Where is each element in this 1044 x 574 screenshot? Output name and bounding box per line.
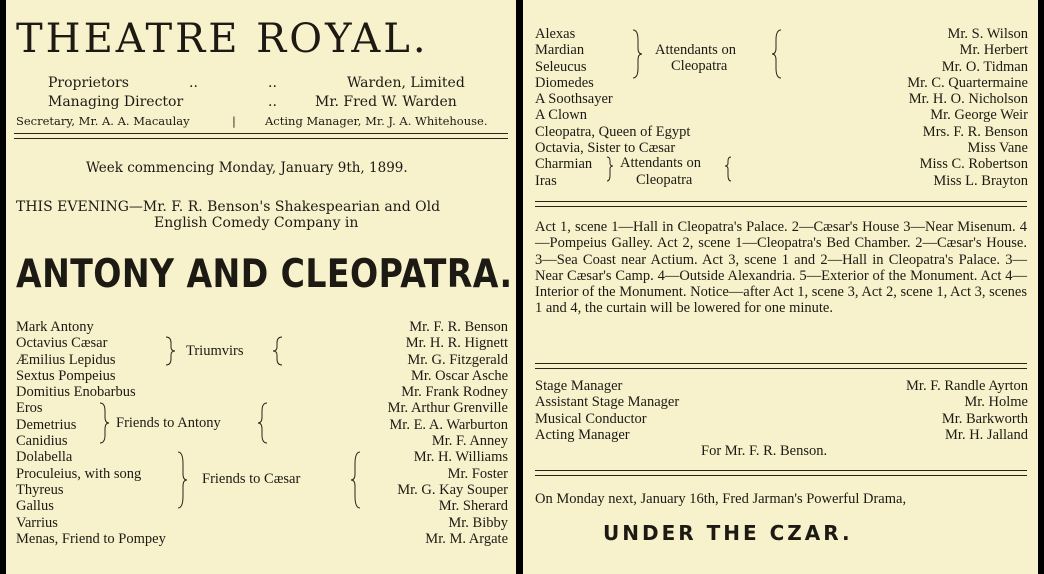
cast-actor: Mr. Arthur Grenville bbox=[387, 400, 508, 417]
cast-name: A Soothsayer bbox=[535, 91, 613, 108]
right-page bbox=[523, 0, 1038, 574]
cast-name: Proculeius, with song bbox=[16, 465, 142, 482]
staff-roles bbox=[535, 378, 679, 443]
cast-actor: Mr. George Weir bbox=[930, 107, 1028, 124]
braces bbox=[6, 0, 516, 574]
theatre-title: THEATRE ROYAL. bbox=[16, 16, 429, 62]
cast-actor: Mr. E. A. Warburton bbox=[389, 416, 508, 433]
cast-name: Domitius Enobarbus bbox=[16, 384, 136, 401]
brace-att1-right bbox=[772, 30, 781, 78]
group-triumvirs: Triumvirs bbox=[186, 343, 244, 359]
cast-name: Eros bbox=[16, 400, 43, 417]
proprietors-label: Proprietors bbox=[48, 75, 129, 91]
evening-line-1: THIS EVENING—Mr. F. R. Benson's Shakespearian and Old bbox=[16, 199, 441, 215]
group-attendants-2-line-1: Attendants on bbox=[620, 155, 701, 171]
cast-name: Mark Antony bbox=[16, 319, 94, 335]
scene-list: Act 1, scene 1—Hall in Cleopatra's Palace. 2—Cæsar's House 3—Near Misenum. 4—Pompeius Galley. Act 2, scene 1—Cleopatra's Bed Chamber. 2—Cæsar's House. 3—Sea Coast near Actium. Act 3, scene 1 and 2—Hall in Cleopatra's Palace. 3—Near Cæsar's Camp. 4—Outside Alexandria. 5—Exterior of the Monument. Act 4—Interior of the Monument. Notice—after Act 1, scene 3, Act 2, scene 1, Act 3, scenes 1 and 4, the curtain will be lowered for one minute. bbox=[535, 219, 1027, 317]
cast-name: Gallus bbox=[16, 498, 54, 515]
cast-name: Thyreus bbox=[16, 481, 64, 498]
cast-actor: Miss Vane bbox=[967, 140, 1028, 157]
cast-name: Sextus Pompeius bbox=[16, 367, 116, 384]
cast-actor: Mr. Sherard bbox=[438, 498, 508, 515]
brace-caesar-right bbox=[351, 452, 360, 508]
cast-name: Charmian bbox=[535, 156, 593, 173]
cast-name: Demetrius bbox=[16, 416, 77, 433]
next-title: UNDER THE CZAR. bbox=[603, 521, 853, 545]
brace-antony-right bbox=[258, 403, 267, 443]
cast-actor: Mr. Oscar Asche bbox=[410, 367, 508, 384]
cast-name: Varrius bbox=[16, 514, 58, 531]
director-label: Managing Director bbox=[48, 94, 184, 110]
staff-name: Mr. H. Jalland bbox=[945, 426, 1028, 443]
staff-role: Acting Manager bbox=[535, 426, 630, 443]
cast-name: Iras bbox=[535, 172, 557, 189]
play-title: ANTONY AND CLEOPATRA. bbox=[16, 252, 513, 297]
cast-actor: Miss C. Robertson bbox=[919, 156, 1028, 173]
group-attendants-1-line-1: Attendants on bbox=[655, 42, 736, 58]
staff-names bbox=[906, 378, 1028, 443]
group-friends-antony: Friends to Antony bbox=[116, 415, 221, 431]
cast-name: Cleopatra, Queen of Egypt bbox=[535, 123, 691, 140]
cast-actor: Mr. F. R. Benson bbox=[409, 319, 508, 335]
cast-name: Octavius Cæsar bbox=[16, 335, 108, 352]
for-benson: For Mr. F. R. Benson. bbox=[701, 443, 828, 459]
dots: .. bbox=[189, 75, 198, 91]
cast-actor: Mr. G. Fitzgerald bbox=[407, 351, 508, 368]
cast-actor: Mr. C. Quartermaine bbox=[907, 74, 1028, 91]
acting-manager: Acting Manager, Mr. J. A. Whitehouse. bbox=[265, 114, 488, 128]
divider bbox=[535, 363, 1027, 369]
divider bbox=[535, 470, 1027, 476]
brace-att1-left bbox=[633, 30, 642, 78]
dots: .. bbox=[268, 75, 277, 91]
cast-name: Diomedes bbox=[535, 74, 594, 91]
cast-name: A Clown bbox=[535, 107, 587, 124]
group-attendants-1-line-2: Cleopatra bbox=[671, 58, 728, 74]
group-attendants-2-line-2: Cleopatra bbox=[636, 172, 693, 188]
staff-role: Assistant Stage Manager bbox=[535, 394, 680, 411]
week-line: Week commencing Monday, January 9th, 1899. bbox=[86, 160, 408, 176]
cast-actor: Mr. H. O. Nicholson bbox=[908, 91, 1028, 108]
cast-name: Æmilius Lepidus bbox=[16, 351, 116, 368]
director-value: Mr. Fred W. Warden bbox=[315, 94, 457, 110]
separator: | bbox=[232, 114, 236, 128]
cast-actor: Mr. Foster bbox=[447, 465, 508, 482]
brace-att2-right bbox=[725, 157, 731, 181]
cast-actor: Mr. H. R. Hignett bbox=[405, 335, 508, 352]
cast-name: Dolabella bbox=[16, 449, 73, 466]
staff-name: Mr. Barkworth bbox=[941, 410, 1028, 427]
cast-actor: Mr. M. Argate bbox=[425, 530, 508, 547]
staff-role: Stage Manager bbox=[535, 378, 623, 394]
secretary: Secretary, Mr. A. A. Macaulay bbox=[16, 114, 190, 128]
brace-caesar-left bbox=[178, 452, 187, 508]
cast-actor: Mr. Frank Rodney bbox=[401, 384, 508, 401]
cast-actor: Mr. G. Kay Souper bbox=[397, 481, 508, 498]
evening-line-2: English Comedy Company in bbox=[154, 215, 359, 231]
cast-name: Seleucus bbox=[535, 58, 587, 75]
staff-name: Mr. Holme bbox=[964, 394, 1028, 411]
next-line: On Monday next, January 16th, Fred Jarman's Powerful Drama, bbox=[535, 491, 907, 507]
brace-antony-left bbox=[100, 403, 109, 443]
cast-actor: Mr. F. Anney bbox=[431, 433, 508, 450]
staff-role: Musical Conductor bbox=[535, 410, 647, 427]
cast-actor: Mr. Herbert bbox=[959, 42, 1028, 59]
divider bbox=[535, 201, 1027, 207]
brace-att2-left bbox=[607, 157, 613, 181]
cast-name: Alexas bbox=[535, 26, 576, 42]
cast-actor: Mr. S. Wilson bbox=[947, 26, 1028, 42]
group-friends-caesar: Friends to Cæsar bbox=[202, 471, 301, 487]
cast-name: Mardian bbox=[535, 42, 585, 59]
cast-actor: Mrs. F. R. Benson bbox=[922, 123, 1028, 140]
brace-triumvirs-right bbox=[273, 337, 282, 365]
cast-actor: Mr. Bibby bbox=[448, 514, 508, 531]
cast-name: Octavia, Sister to Cæsar bbox=[535, 140, 676, 157]
left-page bbox=[6, 0, 516, 574]
cast-name: Menas, Friend to Pompey bbox=[16, 530, 166, 547]
staff-name: Mr. F. Randle Ayrton bbox=[906, 378, 1028, 394]
brace-triumvirs-left bbox=[166, 337, 175, 365]
dots: .. bbox=[268, 94, 277, 110]
proprietors-value: Warden, Limited bbox=[347, 75, 465, 91]
cast-name: Canidius bbox=[16, 433, 68, 450]
cast-actor: Mr. H. Williams bbox=[413, 449, 508, 466]
cast-actor: Mr. O. Tidman bbox=[941, 58, 1028, 75]
cast-actor: Miss L. Brayton bbox=[933, 172, 1028, 189]
